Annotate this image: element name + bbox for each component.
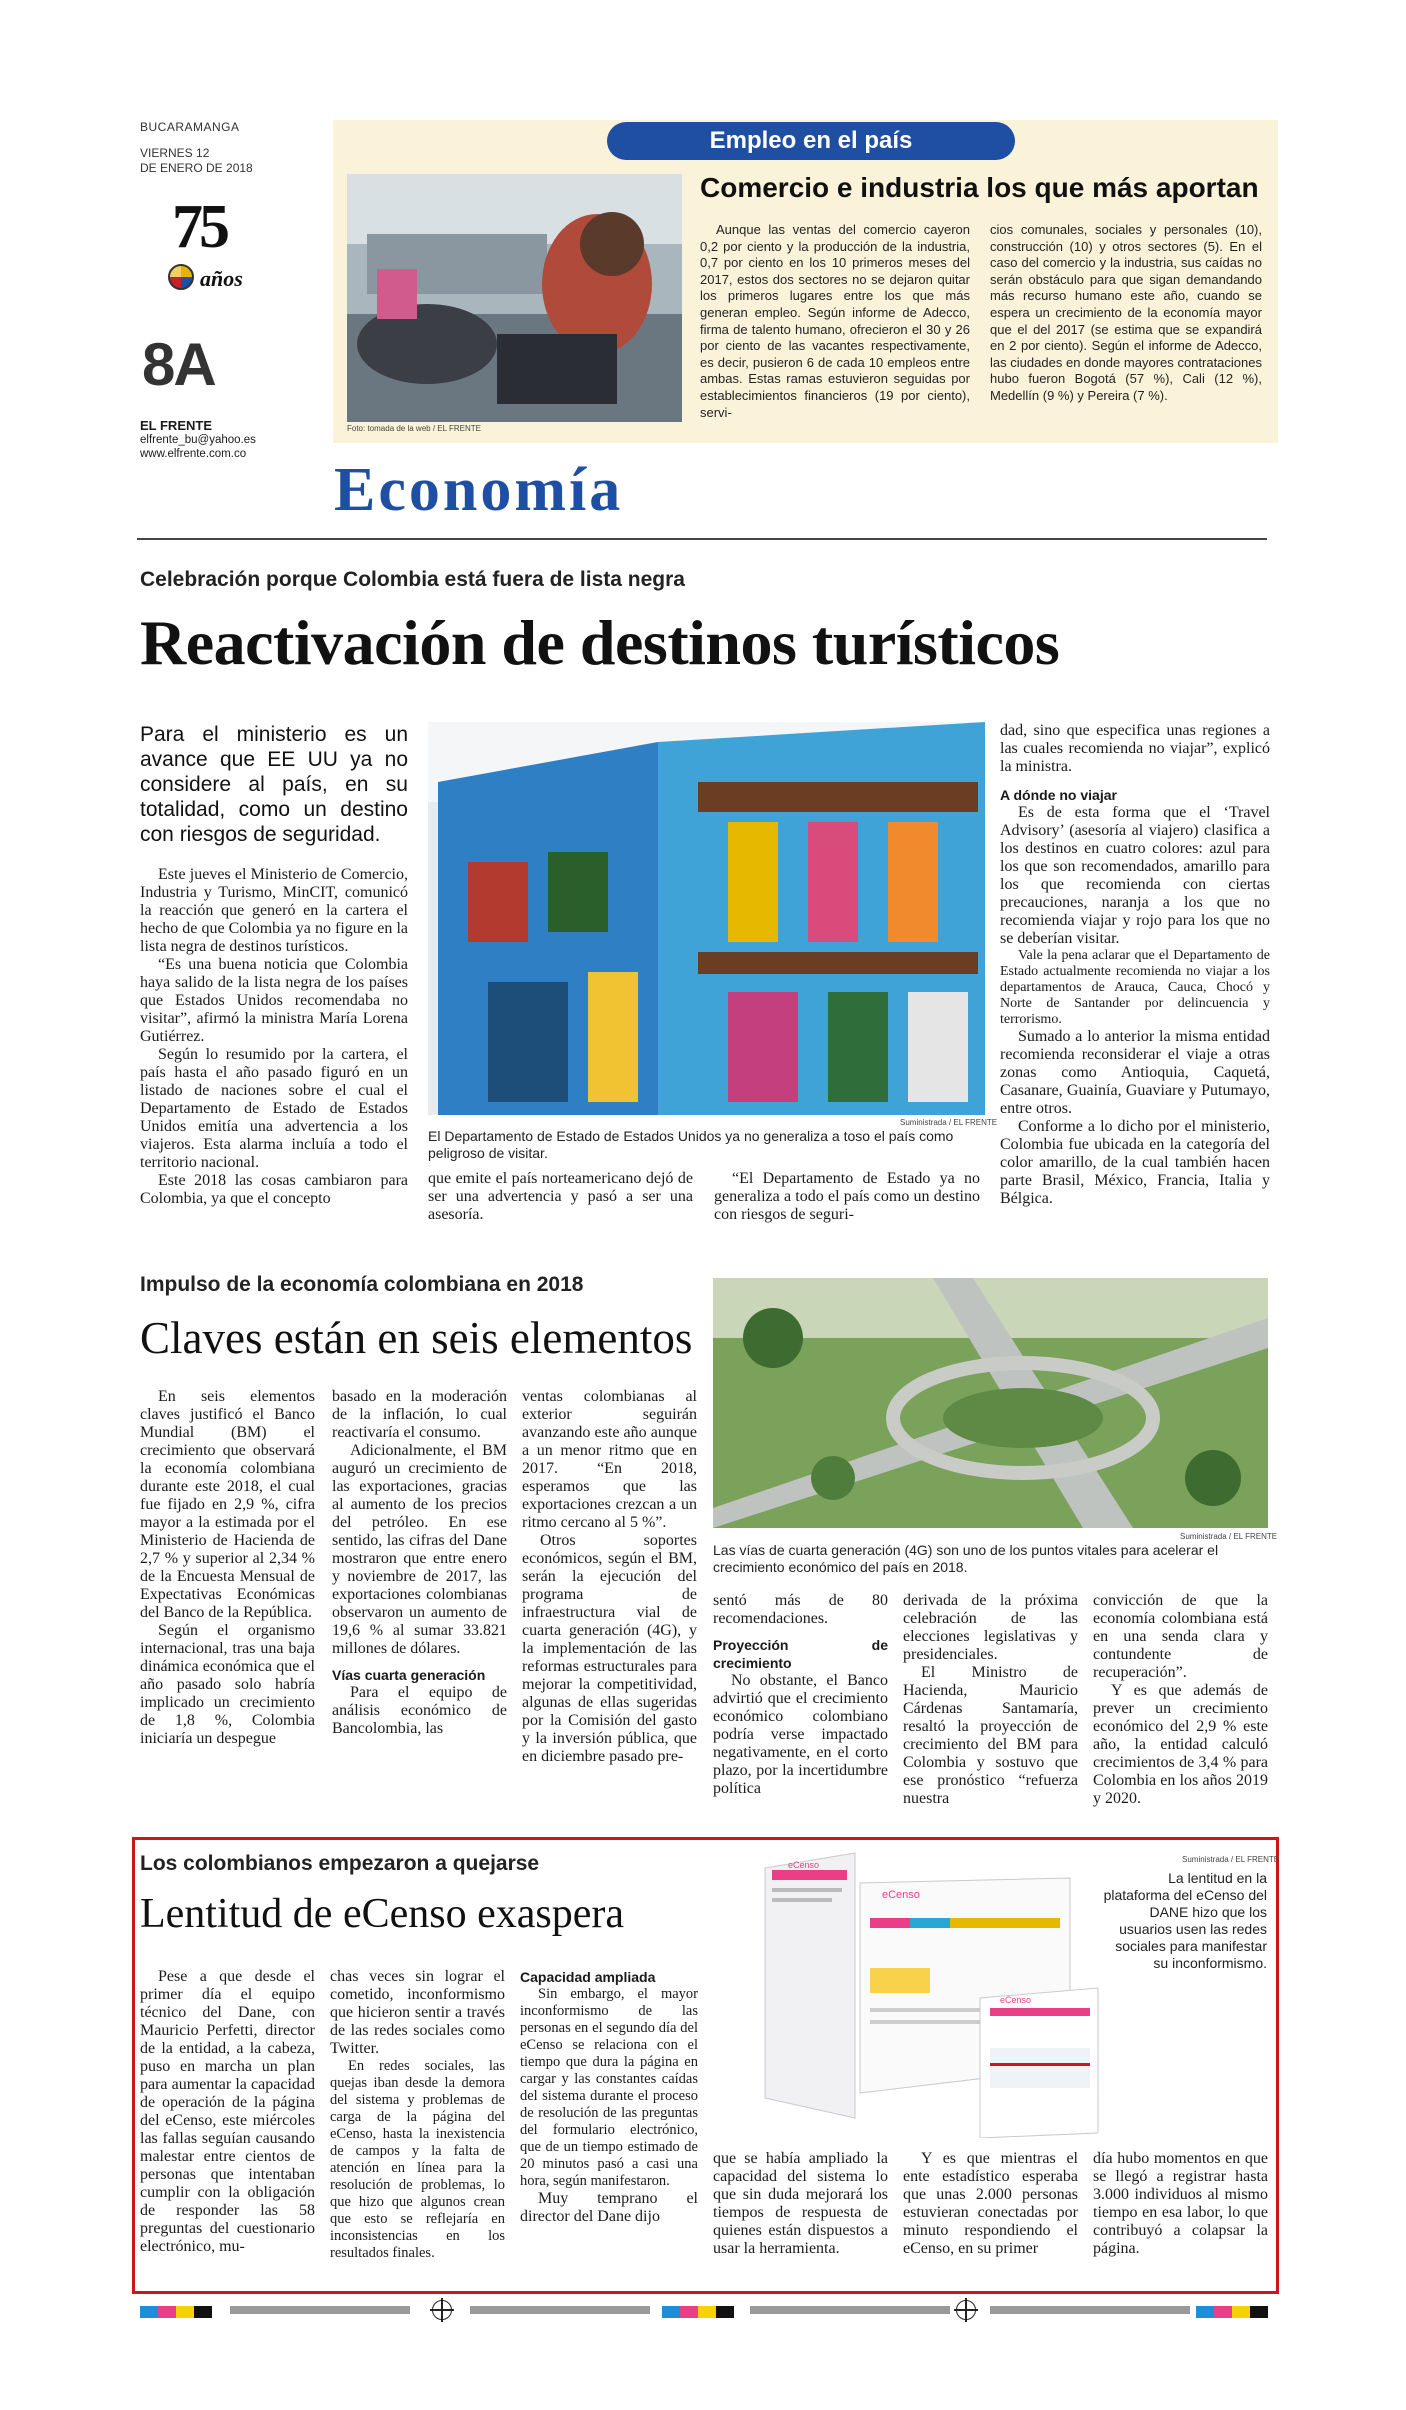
story2-paragraph: convicción de que la economía colombiana está en una senda clara y contundente de recuperación”. [1093, 1592, 1268, 1681]
story3-paragraph: Muy temprano el director del Dane dijo [520, 2190, 698, 2225]
story3-paragraph: En redes sociales, las quejas iban desde la demora del sistema y problemas de carga de la página del eCenso, hasta la inexistencia de campos y la falta de atención en línea para la resolución de problemas, lo que hizo que algunos crean que esto se reflejaría en inconsistencias en los resultados finales. [330, 2058, 505, 2261]
color-registration-strip [1196, 2305, 1268, 2317]
story2-column-2 [332, 1388, 507, 1738]
story3-photo [760, 1848, 1100, 2138]
anniversary-word: años [200, 266, 243, 291]
story2-paragraph: derivada de la próxima celebración de las elecciones legislativas y presidenciales. [903, 1592, 1078, 1663]
gray-registration-bar [470, 2306, 650, 2314]
story1-paragraph: Es de esta forma que el ‘Travel Advisory’ (asesoría al viajero) clasifica a los destinos en cuatro colores: azul para los que son recomendados, amarillo para los que recomienda con ciertas precauciones, naranja a los que no recomienda viajar y rojo para los que no se deberían visitar. [1000, 804, 1270, 947]
story1-photo-credit: Suministrada / EL FRENTE [900, 1118, 998, 1127]
gray-registration-bar [990, 2306, 1190, 2314]
story3-column-2 [330, 1968, 505, 2262]
story2-headline: Claves están en seis elementos [140, 1313, 693, 1363]
page-number: 8A [142, 331, 215, 398]
story1-paragraph: Este 2018 las cosas cambiaron para Colombia, ya que el concepto [140, 1172, 408, 1207]
story1-kicker: Celebración porque Colombia está fuera de lista negra [140, 568, 685, 591]
story2-column-5 [903, 1592, 1078, 1808]
story2-paragraph: Y es que además de prever un crecimiento económico del 2,9 % este año, la entidad calculó crecimientos de 3,4 % para Colombia en los años 2019 y 2020. [1093, 1682, 1268, 1807]
story1-column-4 [1000, 722, 1270, 1208]
colonial-buildings-image [428, 722, 985, 1115]
empleo-column-1: Aunque las ventas del comercio cayeron 0,2 por ciento y la producción de la industria, 0,7 por ciento en los 10 primeros meses del 2017, estos dos sectores no se dejaron quitar los primeros lugares entre los que más generan empleo. Según informe de Adecco, firma de talento humano, ofrecieron el 30 y 26 por ciento de las vacantes respectivamente, es decir, pusieron 6 de cada 10 empleos entre ambas. Estas ramas estuvieron seguidas por establecimientos financieros (19 por ciento), servi- [700, 222, 970, 420]
textile-workers-image [347, 174, 682, 422]
date-line-2: DE ENERO DE 2018 [140, 161, 253, 175]
story1-paragraph: Según lo resumido por la cartera, el país hasta el año pasado figuró en un listado de naciones sobre el cual el Departamento de Estado de Estados Unidos emitía una advertencia a los viajeros. Esta alarma incluía a todo el territorio nacional. [140, 1046, 408, 1171]
empleo-banner: Empleo en el país [607, 122, 1015, 160]
story3-paragraph: Sin embargo, el mayor inconformismo de las personas en el segundo día del eCenso se relaciona con el tiempo que dura la página en cargar y las constantes caídas del sistema durante el proceso de resolución de las preguntas del formulario electrónico, que de un tiempo estimado de 20 minutos pasó a casi una hora, según manifestaron. [520, 1986, 698, 2189]
story3-column-3 [520, 1968, 698, 2226]
contact-email[interactable]: elfrente_bu@yahoo.es [140, 434, 256, 446]
empleo-photo-credit: Foto: tomada de la web / EL FRENTE [347, 424, 481, 433]
story2-paragraph: Según el organismo internacional, tras una baja dinámica económica que el año pasado solo habría implicado un crecimiento de 1,8 %, Colombia iniciaría un despegue [140, 1622, 315, 1747]
story1-paragraph: “Es una buena noticia que Colombia haya salido de la lista negra de los países que Estados Unidos recomendaba no visitar”, afirmó la ministra María Lorena Gutiérrez. [140, 956, 408, 1045]
story2-paragraph: Adicionalmente, el BM auguró un crecimiento de las exportaciones, gracias al aumento de los precios del petróleo. En ese sentido, las cifras del Dane mostraron que entre enero y noviembre de 2017, las exportaciones colombianas observaron un aumento de 19,6 % al sumar 33.821 millones de dólares. [332, 1442, 507, 1657]
website-link[interactable]: www.elfrente.com.co [140, 448, 247, 460]
story2-photo-credit: Suministrada / EL FRENTE [1180, 1532, 1278, 1541]
story1-column-1 [140, 866, 408, 1208]
story2-column-6 [1093, 1592, 1268, 1808]
story1-subhead: A dónde no viajar [1000, 787, 1117, 803]
empleo-column-2: cios comunales, sociales y personales (10), construcción (10) y otros sectores (5). En el caso del comercio y la industria, sus caídas no serán obstáculo para que sigan demandando más recurso humano este año, cuando se espera un crecimiento de la economía mayor que el del 2017 (se estima que se expandirá en 2 por ciento). Según el informe de Adecco, las ciudades en donde mayores contrataciones hubo fueron Bogotá (57 %), Cali (12 %), Medellín (9 %) y Pereira (7 %). [990, 222, 1262, 403]
story3-subhead: Capacidad ampliada [520, 1969, 656, 1985]
empleo-photo [347, 174, 682, 422]
ecenso-logo-3: eCenso [1000, 1995, 1032, 2005]
gray-registration-bar [750, 2306, 950, 2314]
color-registration-strip [140, 2305, 212, 2317]
story2-column-4 [713, 1592, 888, 1798]
story2-column-1 [140, 1388, 315, 1748]
section-divider [137, 538, 1267, 540]
story2-paragraph: basado en la moderación de la inflación, lo cual reactivaría el consumo. [332, 1388, 507, 1441]
story2-subhead: Vías cuarta generación [332, 1667, 486, 1683]
story1-paragraph: Sumado a lo anterior la misma entidad recomienda reconsiderar el viaje a otras zonas como Antioquia, Caquetá, Casanare, Guainía, Guaviare y Putumayo, entre otros. [1000, 1028, 1270, 1117]
story3-column-4: que se había ampliado la capacidad del sistema lo que sin duda mejorará los tiempos de respuesta de quienes están dispuestos a usar la herramienta. [713, 2150, 888, 2257]
story2-paragraph: Otros soportes económicos, según el BM, serán la ejecución del programa de infraestructura vial de cuarta generación (4G), y la implementación de las reformas estructurales para mejorar la competitividad, algunas de ellas sugeridas por la Comisión del gasto y la inversión pública, que en diciembre pasado pre- [522, 1532, 697, 1765]
story2-paragraph: ventas colombianas al exterior seguirán avanzando este año aunque a un menor ritmo que en 2017. “En 2018, esperamos que las exportaciones crezcan a un ritmo cercano al 5 %”. [522, 1388, 697, 1531]
ecenso-logo-2: eCenso [882, 1889, 920, 1901]
story3-caption: La lentitud en la plataforma del eCenso del DANE hizo que los usuarios usen las redes sociales para manifestar su inconformismo. [1103, 1870, 1267, 1971]
story3-column-5: Y es que mientras el ente estadístico esperaba que unas 2.000 personas estuvieran conectadas por minuto respondiendo el eCenso, en su primer [903, 2150, 1078, 2257]
story2-paragraph: El Ministro de Hacienda, Mauricio Cárdenas Santamaría, resaltó la proyección de crecimiento del BM para Colombia y sostuvo que ese pronóstico “refuerza nuestra [903, 1664, 1078, 1807]
story1-photo [428, 722, 985, 1115]
story1-column-2: que emite el país norteamericano dejó de ser una advertencia y pasó a ser una asesoría. [428, 1170, 693, 1223]
crosshair-icon [432, 2300, 452, 2320]
ecenso-logo-1: eCenso [788, 1860, 820, 1870]
story2-paragraph: No obstante, el Banco advirtió que el crecimiento económico colombiano podría verse impactado negativamente, en el corto plazo, por la incertidumbre política [713, 1672, 888, 1797]
anniversary-number: 75 [172, 193, 226, 261]
color-registration-strip [662, 2305, 734, 2317]
issue-date [140, 146, 270, 176]
story2-caption: Las vías de cuarta generación (4G) son uno de los puntos vitales para acelerar el crecimiento económico del país en 2018. [713, 1542, 1219, 1575]
story2-paragraph: En seis elementos claves justificó el Banco Mundial (BM) el crecimiento que observará la economía colombiana durante este 2018, el cual fue fijado en 2,9 %, cifra mayor a la estimada por el Ministerio de Hacienda de 2,7 % y superior al 2,34 % de la Encuesta Mensual de Expectativas Económicas del Banco de la República. [140, 1388, 315, 1621]
story1-lead: Para el ministerio es un avance que EE UU ya no considere al país, en su totalidad, como un destino con riesgos de seguridad. [140, 723, 408, 846]
story3-paragraph: chas veces sin lograr el cometido, inconformismo que hicieron sentir a través de las redes sociales como Twitter. [330, 1968, 505, 2057]
story3-photo-credit: Suministrada / EL FRENTE [1182, 1855, 1280, 1864]
section-title: Economía [334, 456, 624, 524]
story3-column-1: Pese a que desde el primer día el equipo técnico del Dane, con Mauricio Perfetti, director de la entidad, a la cabeza, puso en marcha un plan para aumentar la capacidad de operación de la página del eCenso, este miércoles las fallas seguían causando malestar entre cientos de personas que intentaban cumplir con la obligación de responder las 58 preguntas del cuestionario electrónico, mu- [140, 1968, 315, 2255]
anniversary-logo [160, 192, 260, 307]
gray-registration-bar [230, 2306, 410, 2314]
story2-kicker: Impulso de la economía colombiana en 2018 [140, 1273, 584, 1296]
publication-name: EL FRENTE [140, 418, 212, 433]
city-label: BUCARAMANGA [140, 120, 240, 134]
story2-subhead: Proyección de crecimiento [713, 1637, 888, 1671]
story1-paragraph: Conforme a lo dicho por el ministerio, Colombia fue ubicada en la categoría del color amarillo, de la cual también hacen parte Brasil, México, Francia, Italia y Bélgica. [1000, 1118, 1270, 1207]
story3-headline: Lentitud de eCenso exaspera [140, 1891, 624, 1937]
story3-column-6: día hubo momentos en que se llegó a registrar hasta 3.000 individuos al mismo tiempo en esa labor, lo que contribuyó a colapsar la página. [1093, 2150, 1268, 2257]
story2-photo [713, 1278, 1268, 1528]
crosshair-icon [956, 2300, 976, 2320]
date-line-1: VIERNES 12 [140, 146, 210, 160]
anniversary-emblem-icon [168, 264, 194, 290]
ecenso-screens-image [760, 1848, 1100, 2138]
story1-headline: Reactivación de destinos turísticos [140, 607, 1060, 678]
empleo-title: Comercio e industria los que más aportan [700, 172, 1259, 203]
story1-paragraph: Este jueves el Ministerio de Comercio, Industria y Turismo, MinCIT, comunicó la reacción que generó en la cartera el hecho de que Colombia ya no figure en la lista negra de destinos turísticos. [140, 866, 408, 955]
story1-column-3: “El Departamento de Estado ya no generaliza a todo el país como un destino con riesgos de seguri- [714, 1170, 980, 1223]
story3-kicker: Los colombianos empezaron a quejarse [140, 1852, 540, 1875]
story1-paragraph: Vale la pena aclarar que el Departamento de Estado actualmente recomienda no viajar a los departamentos de Arauca, Cauca, Chocó y Norte de Santander por delincuencia y terrorismo. [1000, 948, 1270, 1027]
story2-column-3 [522, 1388, 697, 1766]
highway-interchange-image [713, 1278, 1268, 1528]
story2-paragraph: Para el equipo de análisis económico de Bancolombia, las [332, 1684, 507, 1737]
story1-caption: El Departamento de Estado de Estados Unidos ya no generaliza a toso el país como peligroso de visitar. [428, 1128, 954, 1161]
story1-paragraph: dad, sino que especifica unas regiones a las cuales recomienda no viajar”, explicó la ministra. [1000, 722, 1270, 775]
story2-paragraph: sentó más de 80 recomendaciones. [713, 1592, 888, 1627]
